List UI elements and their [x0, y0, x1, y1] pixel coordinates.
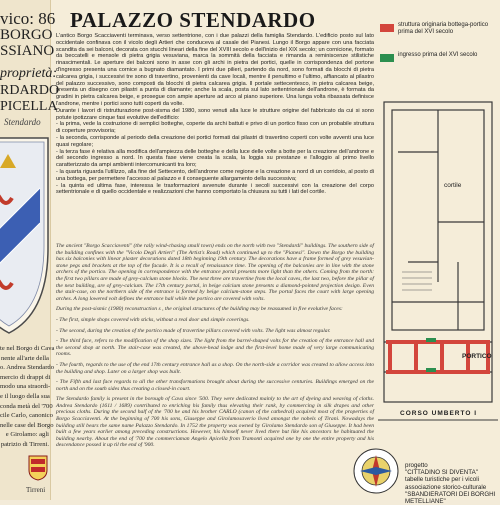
english-paragraph: The ancient "Borgo Scacciaventi" (the rally wind-chasing small town) ends on the north with two "Stendardi" buildings. The southern side of the building confines with the "Vicolo Degli Artieri" (The Artist's Road) which continued up to the "Pianesi". Down the Borgo the building has six balconies with linear plaster decorations dated 18th beginning 19th century. The decorations have a frame formed of grey vesuvian-stone pegs and brackets at the top of the facade. It is a recall of renaissance time. The opening of the balconies are in line with the stone archers of the portico. The opening in correspondence with the entrance portal presents more light than the others. Coming from the north: the first two pillars are made of grey-calcium stone blocks. The next three are travertine from the local caves, the last two, before the pillar of the next building, are of grey-calcium. The 17th century portal, in beige calcium stone presents a diamond-pointed projection design. Even the stair-case, on the northern side of the entrance is formed by beige calcium-stone steps. The portal faces the court with large opening arches. A long lowered volt defines the entrance hall while the portico are covered with volts. — [56, 243, 374, 302]
english-paragraph: - The fourth, regards to the use of the end 17th century entrance hall as a shop. On the north-side a corridor was created to allow access into the building and shop. Later on a larger shop was built. — [56, 361, 374, 375]
street-label: SSIANO — [0, 43, 55, 59]
legend-entrance: ingresso prima del XVI secolo — [398, 52, 478, 58]
floor-plan — [378, 22, 498, 442]
snippet-line: conda metà del '700 — [0, 402, 53, 410]
snippet-line: modo una straordi- — [0, 383, 51, 391]
floor-plan-drawing — [378, 22, 498, 442]
italian-paragraph: - la quinta ed ultima fase, interessa le trasformazioni avvenute durante i secoli successivi con la creazione del corpo settentrionale e di quello occidentale e realizzazioni che hanno comportato la chiusura su tutti i lati del cortile. — [56, 182, 374, 196]
snippet-line: e Girolamo: agli — [5, 431, 49, 439]
english-paragraph: During the post-sismic (1980) reconstruction s , the original structures of the building may be reassumed in five evolutive faces: — [56, 306, 343, 313]
owner-name-1: RDARDO — [0, 83, 60, 98]
portico-label: PORTICO — [462, 353, 492, 360]
project-line: tabelle turistiche per i vicoli — [405, 476, 479, 484]
association-logo-icon — [352, 447, 400, 495]
snippet-line: nente all'arte della — [0, 354, 49, 362]
page-title: PALAZZO STENDARDO — [70, 8, 316, 32]
snippet-line: e il luogo della sua — [0, 392, 50, 400]
snippet-line: mercio di drappi di — [0, 373, 51, 381]
italian-paragraph: - la prima, vede la costruzione di semplici botteghe, coperte da archi battuti e privo di un portico fisso con un probabile struttura di coperture provvisoria; — [56, 121, 374, 135]
snippet-line: o. Andrea Stendardo — [0, 364, 55, 372]
english-paragraph: - The Fifth and last face regards to all the other transformations brought about during the successive centuries. Buildings emerged on the north and on the south sides thus creating a closed-in court. — [56, 379, 374, 392]
snippet-line: patrizio di Tirreni. — [0, 440, 49, 448]
english-paragraph: - The second, during the creation of the portico made of travertine pillars covered with volts. The light was almost regular. — [56, 327, 331, 334]
english-description — [56, 243, 374, 449]
project-line: associazione storico-culturale — [405, 483, 487, 491]
italian-paragraph: - la terza fase è relativa alla modifica dell'ampiezza delle botteghe e della luce delle volte a botte per la creazione dell'androne e del secondo ingresso a nord. In questa fase viene creata la scala, la loggia su prestanze e l'alloggio al primo livello caratterizzato da ampi ambienti intercomunicanti tra loro; — [56, 148, 374, 169]
town-name: Tirreni — [26, 486, 46, 494]
legend-original-structure: struttura originaria bottega-portico prima del XVI secolo — [398, 22, 489, 35]
left-column — [0, 0, 60, 500]
snippet-line: te nel Borgo di Cava — [0, 345, 55, 352]
english-paragraph: - The third face, refers to the modification of the shop sizes. The light from the barrel-shaped volts for the creation of the entrance hall and the second shop at north. The stair-case was created, the above-head lodge and the first-level home made of very large communicating rooms. — [56, 338, 374, 358]
italian-description — [56, 33, 374, 196]
project-credits — [405, 462, 500, 505]
courtyard-label: cortile — [444, 182, 462, 189]
coat-of-arms-icon — [0, 128, 48, 338]
history-snippet — [0, 344, 55, 450]
italian-paragraph: Durante i lavori di ristrutturazione post-sisma del 1980, sono venuti alla luce le strutture origine del fabbricato da cui si sono potute ipotizzare cinque fasi evolutive dell'edificio: — [56, 107, 374, 121]
ownership-label: proprietà: — [0, 66, 58, 81]
snippet-line: nelle case del Borgo — [0, 421, 54, 429]
italian-paragraph: - la seconda, corrisponde al periodo della creazione dei portici formati dai pilastri di travertino coperti con volte avventi una luce quasi regolare; — [56, 134, 374, 148]
project-line: "SBANDIERATORI DEI BORGHI — [405, 490, 496, 498]
snippet-line: cile Carlo, canonico — [0, 412, 53, 420]
street-name-label: CORSO UMBERTO I — [400, 410, 477, 417]
project-line: progetto — [405, 462, 428, 469]
project-line: METELLIANE" — [405, 498, 446, 505]
civic-number: vico: 86 — [0, 9, 56, 28]
english-paragraph: - The first, simple shops covered with sticks, without a real door and simple coverings. — [56, 316, 250, 323]
english-paragraph: The Stendardo family is present in the borough of Cava since '500. They were dedicated mainly to the art of dyeing and weaving of cloths. Andrea Stendardo (1611 / 1689) contributed to enriching his family thus elevating their rank, by commercing in silk drapes and other precious cloths. During the second half of the '700 he and his brother CARLO (canon of the cathedral) acquired most of the properties of Borgo Scacciaventi. At the beginning of 700 his sons, Giuseppe and Girolamosaverio lived amongst the nobels of Tirani. Nowadays the building still bears the same name Palazzo Stendardo. In 1752 the property was owned by Girolamo Stendardo son of Giuseppe. It had been built a few years earlier among preceding constructions. However, his himself never lived there but like his ancestors he habituated the building nearby. About the end of '700 the commerciaman Angelo Apicella from Tramonti acquired one by one the entire property and his descendance possed it up til the end of '900. — [56, 396, 374, 449]
owner-name-2: PICELLA — [0, 99, 58, 114]
borgo-label: BORGO — [0, 27, 53, 43]
coat-caption: Stendardo — [4, 117, 41, 127]
italian-paragraph: - la quarta riguarda l'utilizzo, alla fine del Settecento, dell'androne come regione e la creazione a nord di un corridoio, al posto di una bottega, per permettere l'accesso al palazzo e il conseguente allargamento della successiva; — [56, 168, 374, 182]
italian-paragraph: L'antico Borgo Scacciaventi terminava, verso settentrione, con i due palazzi della famiglia Stendardo. L'edificio posto sul lato occidentale confinava con il vicolo degli Artieri che conduceva al casale dei Pianesi. Lungo il Borgo appare con una facciata scandita da sei balconi, decorata con stucchi lineari della fine del XVIII secolo e dell'inizio del XIX secolo; un cornicione, formato da beccatelli e mensole di pietra grigia vesuviana, marca la sommità della facciata e rimanda a reminiscenze stilistiche rinascimentali. Le aperture dei balconi sono in asse con gli archi in pietra dei portici, quelle in corrispondenza del portone d'ingresso presenta una cornice a bugnato diamantato. I primi due pilieri, partendo da nord, sono formati da blocchi di pietra calcarea grigia, i successivi tre sono di travertino, provenienti da cave locali, mentre il penultimo e l'ultimo, affiancato al pilastro del palazzo successivo, sono composti da blocchi di pietra calcarea grigia. Il portale settecentesco, in pietra calcarea beige, presenta un disegno con pilastri a punta di diamante; anche la scala, posta sul lato settentrionale dell'androne, è formata da gradini in pietra calcarea beige, e prosegue con ampie aperture ad arco al piano superiore. Una lunga volta ribassata definisce l'androne, mentre i portici sono tutti coperti da volte. — [56, 33, 374, 107]
town-crest-icon — [28, 455, 48, 481]
project-line: "CITTADINO SI DIVENTA" — [405, 469, 478, 477]
